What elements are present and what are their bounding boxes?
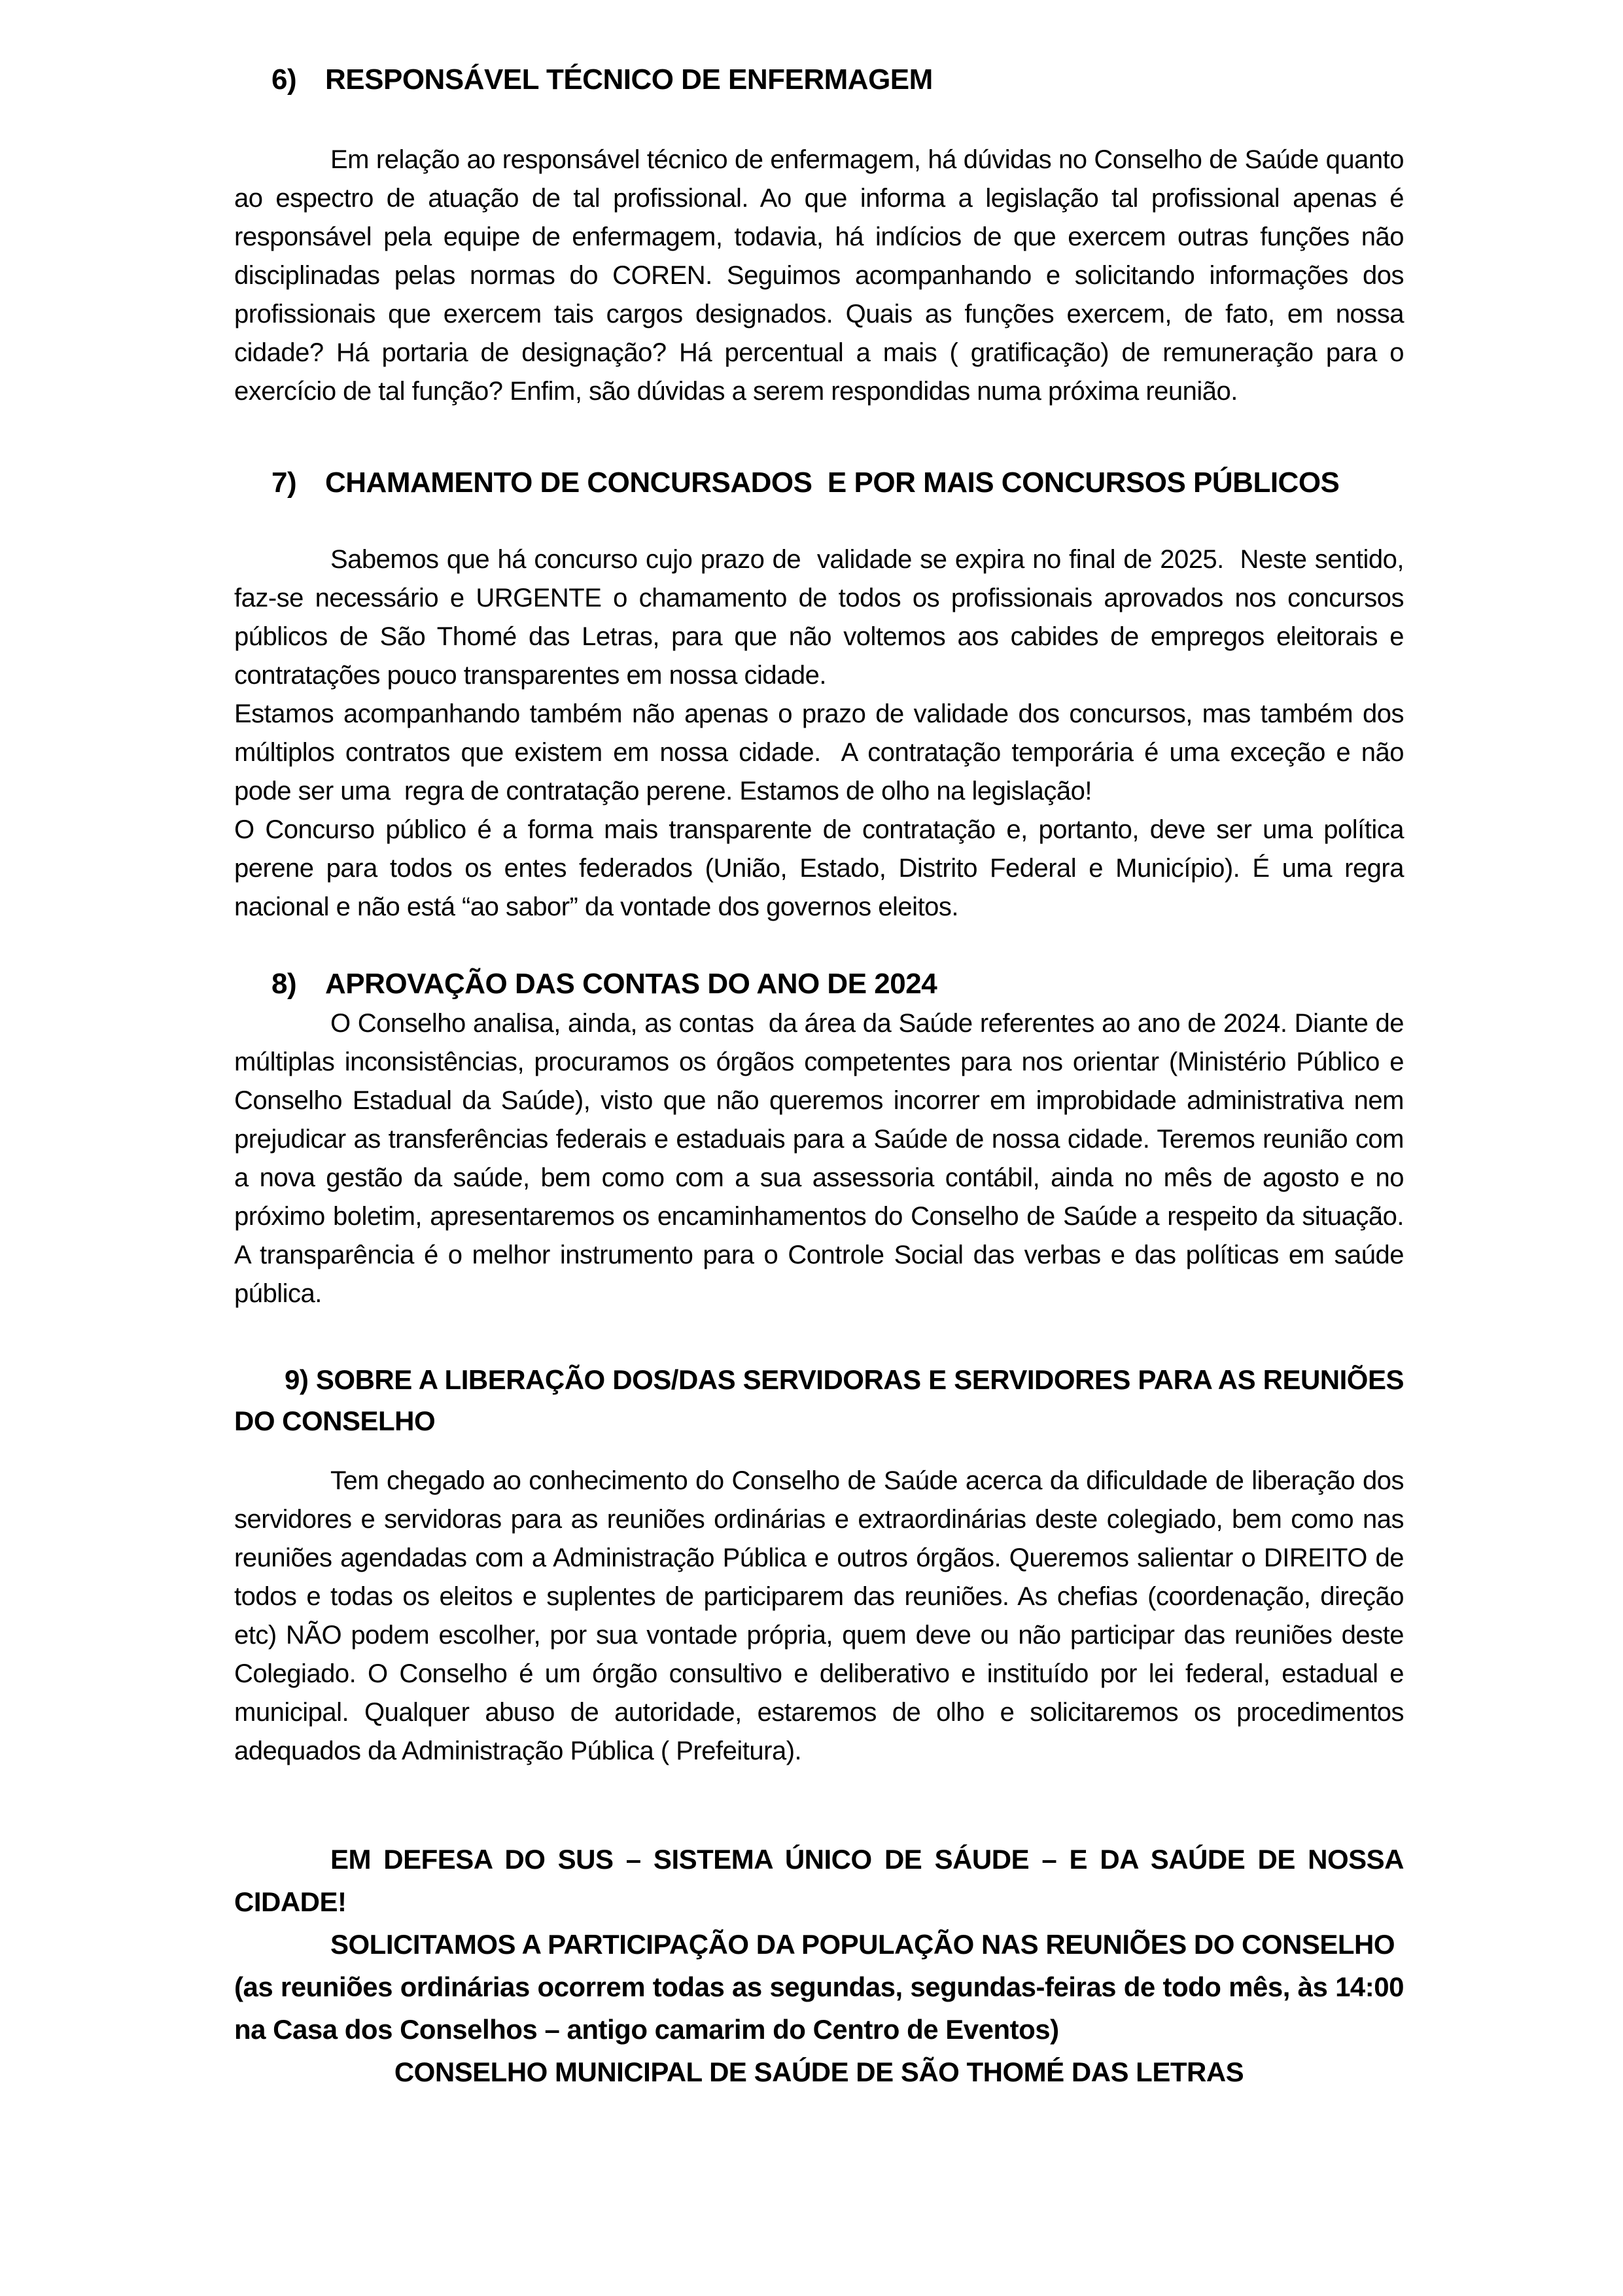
section-7-paragraph-3: O Concurso público é a forma mais transparente de contratação e, portanto, deve ser uma política perene para todos os entes federados (União, Estado, Distrito Federal e Município). É uma regra nacional e não está “ao sabor” da vontade dos governos eleitos. [234,815,1411,921]
section-8-heading [271,963,1404,1004]
section-7-paragraph-1: Sabemos que há concurso cujo prazo de validade se expira no final de 2025. Neste sentido, faz-se necessário e URGENTE o chamamento de todos os profissionais aprovados nos concursos públicos de São Thomé das Letras, para que não voltemos aos cabides de empregos eleitorais e contratações pouco transparentes em nossa cidade. [234,545,1411,690]
section-8-paragraph-1: O Conselho analisa, ainda, as contas da área da Saúde referentes ao ano de 2024. Diante de múltiplas inconsistências, procuramos os órgãos competentes para nos orientar (Ministério Público e Conselho Estadual da Saúde), visto que não queremos incorrer em improbidade administrativa nem prejudicar as transferências federais e estaduais para a Saúde de nossa cidade. Teremos reunião com a nova gestão da saúde, bem como com a sua assessoria contábil, ainda no mês de agosto e no próximo boletim, apresentaremos os encaminhamentos do Conselho de Saúde a respeito da situação. A transparência é o melhor instrumento para o Controle Social das verbas e das políticas em saúde pública. [234,1009,1411,1308]
section-9-heading: 9) SOBRE A LIBERAÇÃO DOS/DAS SERVIDORAS E SERVIDORES PARA AS REUNIÕES DO CONSELHO [234,1364,1412,1436]
closing-signature: CONSELHO MUNICIPAL DE SAÚDE DE SÃO THOMÉ DAS LETRAS [394,2057,1244,2087]
section-7-paragraph-2: Estamos acompanhando também não apenas o prazo de validade dos concursos, mas também dos múltiplos contratos que existem em nossa cidade. A contratação temporária é uma exceção e não pode ser uma regra de contratação perene. Estamos de olho na legislação! [234,699,1411,805]
section-7-heading [271,462,1404,503]
section-8-title: APROVAÇÃO DAS CONTAS DO ANO DE 2024 [325,968,937,1000]
section-7-number: 7) [271,467,297,499]
section-9-paragraph-1: Tem chegado ao conhecimento do Conselho de Saúde acerca da dificuldade de liberação dos servidores e servidoras para as reuniões ordinárias e extraordinárias deste colegiado, bem como nas reuniões agendadas com a Administração Pública e outros órgãos. Queremos salientar o DIREITO de todos e todas os eleitos e suplentes de participarem das reuniões. As chefias (coordenação, direção etc) NÃO podem escolher, por sua vontade própria, quem deve ou não participar das reuniões deste Colegiado. O Conselho é um órgão consultivo e deliberativo e instituído por lei federal, estadual e municipal. Qualquer abuso de autoridade, estaremos de olho e solicitaremos os procedimentos adequados da Administração Pública ( Prefeitura). [234,1466,1411,1765]
section-6-paragraph-1: Em relação ao responsável técnico de enfermagem, há dúvidas no Conselho de Saúde quanto ao espectro de atuação de tal profissional. Ao que informa a legislação tal profissional apenas é responsável pela equipe de enfermagem, todavia, há indícios de que exercem outras funções não disciplinadas pelas normas do COREN. Seguimos acompanhando e solicitando informações dos profissionais que exercem tais cargos designados. Quais as funções exercem, de fato, em nossa cidade? Há portaria de designação? Há percentual a mais ( gratificação) de remuneração para o exercício de tal função? Enfim, são dúvidas a serem respondidas numa próxima reunião. [234,145,1411,406]
section-6-title: RESPONSÁVEL TÉCNICO DE ENFERMAGEM [325,63,933,96]
section-6-number: 6) [271,63,297,96]
section-8-number: 8) [271,968,297,1000]
section-6-heading [271,59,1404,100]
closing-line-sus-defense: EM DEFESA DO SUS – SISTEMA ÚNICO DE SÁUDE – E DA SAÚDE DE NOSSA CIDADE! [234,1844,1412,1917]
section-7-title: CHAMAMENTO DE CONCURSADOS E POR MAIS CONCURSOS PÚBLICOS [325,467,1340,499]
closing-line-participation: SOLICITAMOS A PARTICIPAÇÃO DA POPULAÇÃO NAS REUNIÕES DO CONSELHO [330,1929,1395,1960]
closing-line-meeting-info: (as reuniões ordinárias ocorrem todas as segundas, segundas-feiras de todo mês, às 14:00 na Casa dos Conselhos – antigo camarim do Centro de Eventos) [234,1971,1412,2045]
